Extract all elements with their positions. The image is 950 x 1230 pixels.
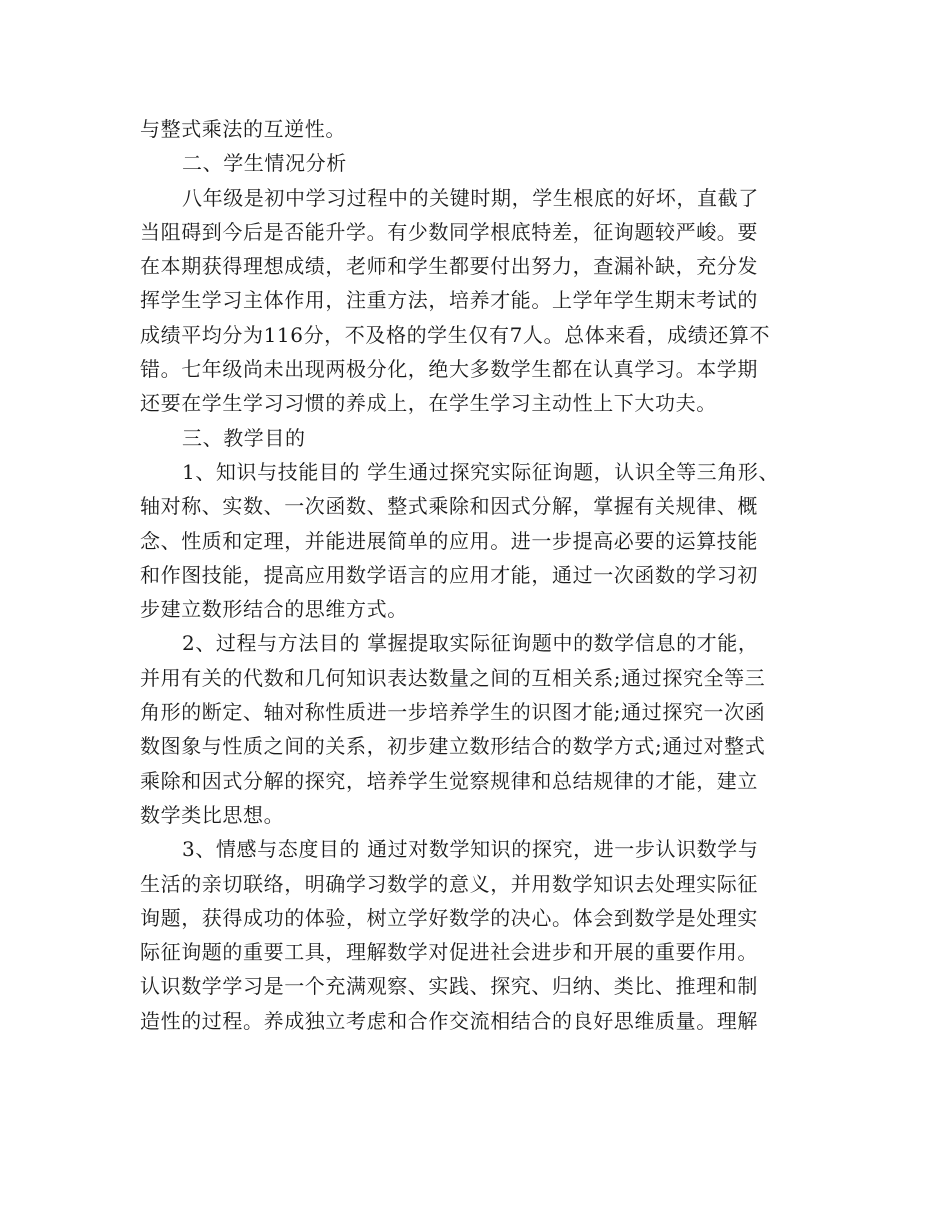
text-line: 际征询题的重要工具，理解数学对促进社会进步和开展的重要作用。 [140, 940, 758, 965]
text-line: 造性的过程。养成独立考虑和合作交流相结合的良好思维质量。理解 [140, 1008, 758, 1033]
text-line: 挥学生学习主体作用，注重方法，培养才能。上学年学生期末考试的 [140, 288, 758, 313]
text-line: 在本期获得理想成绩，老师和学生都要付出努力，查漏补缺，充分发 [140, 254, 758, 279]
text-line: 与整式乘法的互逆性。 [140, 117, 346, 141]
text-line: 数学类比思想。 [140, 802, 285, 827]
text-line: 2、过程与方法目的 掌握提取实际征询题中的数学信息的才能， [182, 631, 759, 656]
text-line: 询题，获得成功的体验，树立学好数学的决心。体会到数学是处理实 [140, 905, 758, 930]
text-line: 数图象与性质之间的关系，初步建立数形结合的数学方式;通过对整式 [140, 734, 766, 759]
text-line: 步建立数形结合的思维方式。 [140, 597, 408, 622]
text-line: 二、学生情况分析 [182, 151, 347, 176]
text-line: 轴对称、实数、一次函数、整式乘除和因式分解，掌握有关规律、概 [140, 494, 758, 519]
text-line: 生活的亲切联络，明确学习数学的意义，并用数学知识去处理实际征 [140, 871, 758, 896]
text-line: 还要在学生学习习惯的养成上，在学生学习主动性上下大功夫。 [140, 391, 717, 416]
text-line: 并用有关的代数和几何知识表达数量之间的互相关系;通过探究全等三 [140, 665, 766, 690]
text-line: 和作图技能，提高应用数学语言的应用才能，通过一次函数的学习初 [140, 562, 758, 587]
text-line: 角形的断定、轴对称性质进一步培养学生的识图才能;通过探究一次函 [140, 700, 766, 725]
text-line: 1、知识与技能目的 学生通过探究实际征询题，认识全等三角形、 [182, 459, 780, 484]
text-line: 认识数学学习是一个充满观察、实践、探究、归纳、类比、推理和制 [140, 974, 758, 999]
text-line: 成绩平均分为116分，不及格的学生仅有7人。总体来看，成绩还算不 [140, 322, 771, 347]
text-line: 三、教学目的 [182, 425, 306, 450]
text-line: 乘除和因式分解的探究，培养学生觉察规律和总结规律的才能，建立 [140, 768, 758, 793]
text-line: 错。七年级尚未出现两极分化，绝大多数学生都在认真学习。本学期 [140, 357, 758, 382]
text-line: 当阻碍到今后是否能升学。有少数同学根底特差，征询题较严峻。要 [140, 219, 758, 244]
text-line: 3、情感与态度目的 通过对数学知识的探究，进一步认识数学与 [182, 837, 759, 862]
text-line: 念、性质和定理，并能进展简单的应用。进一步提高必要的运算技能 [140, 528, 758, 553]
text-line: 八年级是初中学习过程中的关键时期，学生根底的好坏，直截了 [182, 185, 759, 210]
document-body [140, 112, 820, 1038]
